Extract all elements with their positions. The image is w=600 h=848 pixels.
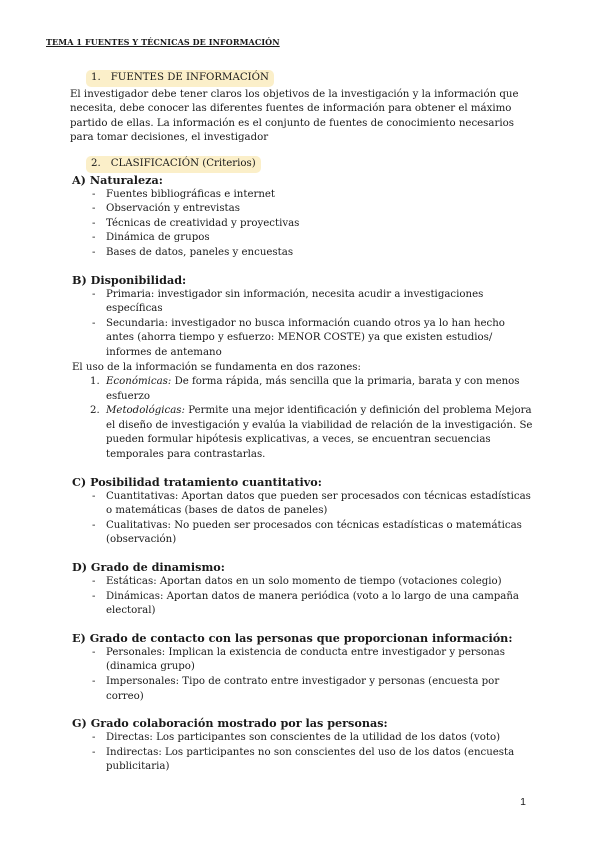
list-item: - Primaria: investigador sin información, necesita acudir a investigaciones específicas [72, 288, 534, 317]
disponibilidad-intro: El uso de la información se fundamenta en dos razones: [72, 361, 361, 373]
list-item: - Cuantitativas: Aportan datos que pueden ser procesados con técnicas estadísticas o matemáticas (bases de datos de paneles) [72, 490, 534, 519]
reason-text: Permite una mejor identificación y definición del problema Mejora el diseño de investigación y evalúa la viabilidad de relación de la investigación. Se pueden formular hipótesis explicativas, a veces, se encuentran secuencias temporales para contrastarlas. [106, 405, 533, 461]
list-item: - Cualitativas: No pueden ser procesados con técnicas estadísticas o matemáticas (observación) [72, 519, 534, 548]
list-item: - Fuentes bibliográficas e internet [72, 188, 534, 203]
naturaleza-heading: A) Naturaleza: [72, 172, 163, 187]
disponibilidad-list [72, 288, 534, 361]
list-item: - Bases de datos, paneles y encuestas [72, 246, 534, 261]
dinamismo-list [72, 575, 534, 619]
contacto-heading: E) Grado de contacto con las personas que proporcionan información: [72, 630, 513, 645]
section-1-heading [86, 70, 274, 87]
reason-item [72, 375, 534, 404]
list-item: - Dinámica de grupos [72, 231, 534, 246]
cuantitativo-heading: C) Posibilidad tratamiento cuantitativo: [72, 474, 322, 489]
document-body [72, 70, 534, 775]
page-number: 1 [520, 796, 526, 808]
reason-label: Económicas: [106, 376, 172, 388]
list-item: - Personales: Implican la existencia de conducta entre investigador y personas (dinamica grupo) [72, 646, 534, 675]
cuantitativo-list [72, 490, 534, 548]
list-item: - Estáticas: Aportan datos en un solo momento de tiempo (votaciones colegio) [72, 575, 534, 590]
reason-label: Metodológicas: [106, 405, 185, 417]
list-item: - Técnicas de creatividad y proyectivas [72, 217, 534, 232]
document-header-title: TEMA 1 FUENTES Y TÉCNICAS DE INFORMACIÓN [46, 37, 280, 47]
list-item: - Secundaria: investigador no busca información cuando otros ya lo han hecho antes (ahorra tiempo y esfuerzo: MENOR COSTE) ya que existen estudios/ informes de antemano [72, 317, 534, 361]
disponibilidad-heading: B) Disponibilidad: [72, 272, 187, 287]
section-2-number: 2. [91, 157, 101, 169]
reason-text: De forma rápida, más sencilla que la primaria, barata y con menos esfuerzo [106, 376, 520, 402]
list-item: - Dinámicas: Aportan datos de manera periódica (voto a lo largo de una campaña electoral) [72, 590, 534, 619]
section-1-number: 1. [91, 72, 101, 83]
list-item: - Directas: Los participantes son conscientes de la utilidad de los datos (voto) [72, 731, 534, 746]
colaboracion-list [72, 731, 534, 775]
list-item: - Indirectas: Los participantes no son conscientes del uso de los datos (encuesta publicitaria) [72, 746, 534, 775]
section-2-title: CLASIFICACIÓN (Criterios) [110, 157, 256, 169]
naturaleza-list [72, 188, 534, 261]
reason-number: 2. [90, 405, 100, 417]
list-item: - Impersonales: Tipo de contrato entre investigador y personas (encuesta por correo) [72, 675, 534, 704]
section-1-paragraph: El investigador debe tener claros los objetivos de la investigación y la información que necesita, debe conocer las diferentes fuentes de información para obtener el máximo partido de ellas. La información es el conjunto de fuentes de conocimiento necesarios para tomar decisiones, el investigador [70, 88, 519, 144]
reason-item [72, 404, 534, 462]
section-2-heading [86, 156, 261, 173]
contacto-list [72, 646, 534, 704]
section-1-title: FUENTES DE INFORMACIÓN [110, 72, 269, 83]
dinamismo-heading: D) Grado de dinamismo: [72, 560, 225, 575]
colaboracion-heading: G) Grado colaboración mostrado por las personas: [72, 716, 388, 731]
reasons-list [72, 375, 534, 463]
list-item: - Observación y entrevistas [72, 202, 534, 217]
reason-number: 1. [90, 376, 100, 388]
